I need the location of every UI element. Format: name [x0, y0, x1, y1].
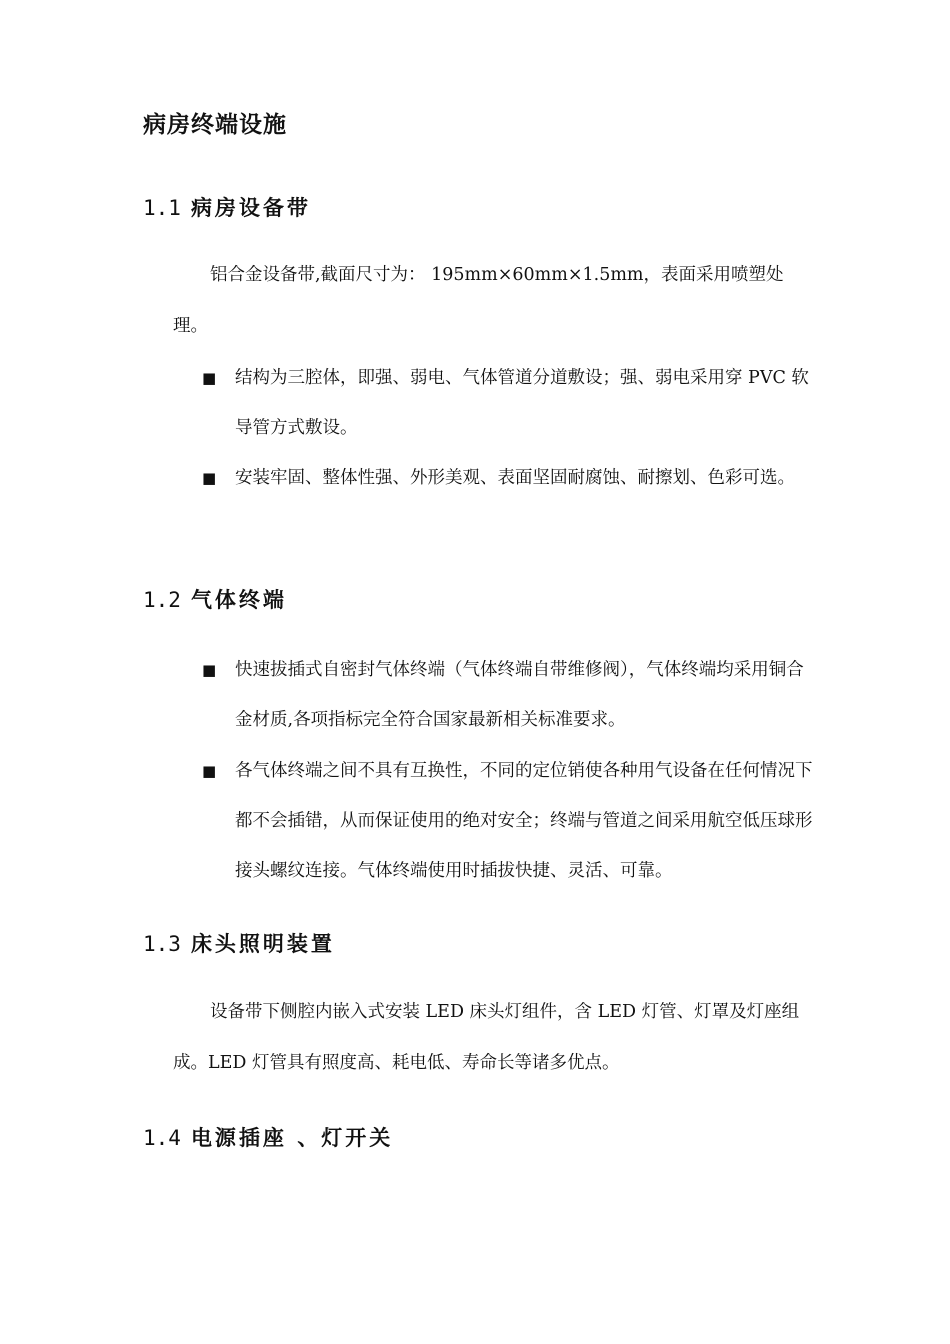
bullet-item	[202, 645, 813, 745]
bullet-text: 快速拔插式自密封气体终端（气体终端自带维修阀），气体终端均采用铜合金材质,各项指标完全符合国家最新相关标准要求。	[235, 660, 804, 730]
document-title: 病房终端设施	[143, 112, 287, 138]
bullet-text: 各气体终端之间不具有互换性，不同的定位销使各种用气设备在任何情况下都不会插错，从而保证使用的绝对安全；终端与管道之间采用航空低压球形接头螺纹连接。气体终端使用时插拔快捷、灵活、可靠。	[235, 761, 813, 881]
bullet-square-icon: ■	[202, 762, 217, 780]
section-number: 1.3	[143, 932, 181, 956]
bullet-item	[202, 746, 815, 896]
section-heading-1-2	[143, 584, 287, 614]
section-heading-1-1	[143, 192, 311, 222]
bullet-square-icon: ■	[202, 369, 217, 387]
section-number: 1.1	[143, 196, 181, 220]
section-heading-1-3	[143, 928, 335, 958]
section-number: 1.4	[143, 1126, 181, 1150]
bullet-text: 安装牢固、整体性强、外形美观、表面坚固耐腐蚀、耐擦划、色彩可选。	[235, 468, 795, 488]
section-title: 床头照明装置	[190, 932, 335, 956]
section-paragraph: 设备带下侧腔内嵌入式安装 LED 床头灯组件，含 LED 灯管、灯罩及灯座组成。LED 灯管具有照度高、耗电低、寿命长等诸多优点。	[173, 1002, 800, 1073]
bullet-square-icon: ■	[202, 661, 217, 679]
section-number: 1.2	[143, 588, 181, 612]
bullet-text: 结构为三腔体，即强、弱电、气体管道分道敷设；强、弱电采用穿 PVC 软导管方式敷设。	[235, 368, 809, 438]
bullet-item	[202, 453, 815, 503]
bullet-square-icon: ■	[202, 469, 217, 487]
section-paragraph: 铝合金设备带,截面尺寸为： 195mm×60mm×1.5mm，表面采用喷塑处理。	[173, 265, 784, 336]
section-title: 电源插座 、灯开关	[190, 1126, 394, 1150]
section-heading-1-4	[143, 1122, 393, 1152]
section-title: 病房设备带	[190, 196, 311, 220]
section-title: 气体终端	[190, 588, 287, 612]
bullet-item	[202, 353, 810, 453]
